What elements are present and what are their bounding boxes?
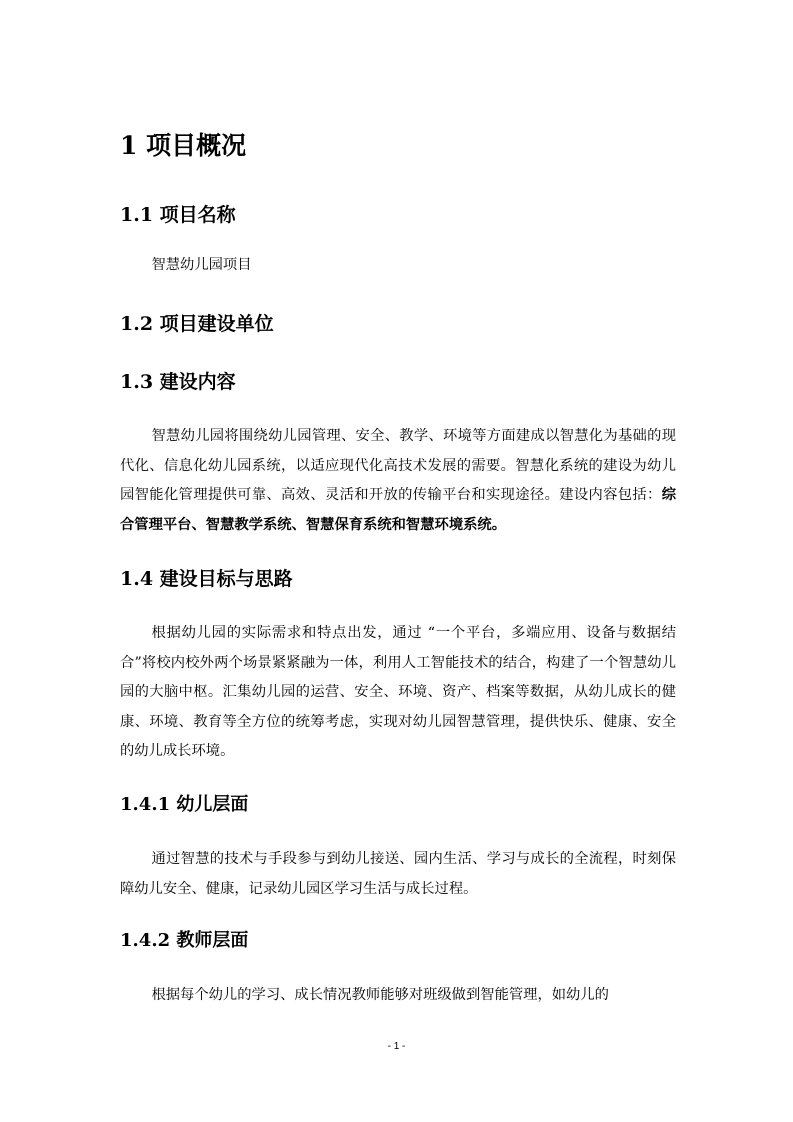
section-body-1-1: 智慧幼儿园项目 (151, 257, 252, 273)
section-heading-1-1: 1.1 项目名称 (120, 204, 236, 226)
body-text: 智慧幼儿园将围绕幼儿园管理、安全、教学、环境等方面建成以智慧化为基础的现代化、信息化幼儿园系统，以适应现代化高技术发展的需要。智慧化系统的建设为幼儿园智能化管理提供可靠、高效、灵活和开放的传输平台和实现途径。建设内容包括： (120, 428, 676, 503)
section-body-1-3 (120, 422, 676, 540)
body-text-bold: 综合管理平台、智慧教学系统、智慧保育系统和智慧环境系统。 (120, 487, 676, 533)
page-number: - 1 - (387, 1041, 406, 1052)
subsection-body-1-4-2: 根据每个幼儿的学习、成长情况教师能够对班级做到智能管理，如幼儿的 (151, 987, 609, 1003)
section-heading-1-2: 1.2 项目建设单位 (120, 313, 274, 335)
section-heading-1-3: 1.3 建设内容 (120, 371, 236, 393)
subsection-heading-1-4-2: 1.4.2 教师层面 (120, 930, 249, 951)
subsection-body-1-4-1: 通过智慧的技术与手段参与到幼儿接送、园内生活、学习与成长的全流程，时刻保障幼儿安全、健康，记录幼儿园区学习生活与成长过程。 (120, 851, 676, 897)
subsection-heading-1-4-1: 1.4.1 幼儿层面 (120, 794, 249, 815)
section-heading-1-4: 1.4 建设目标与思路 (120, 568, 293, 590)
chapter-heading: 1 项目概况 (120, 131, 247, 160)
section-body-1-4: 根据幼儿园的实际需求和特点出发，通过 “一个平台，多端应用、设备与数据结合”将校内校外两个场景紧紧融为一体，利用人工智能技术的结合，构建了一个智慧幼儿园的大脑中枢。汇集幼儿园的运营、安全、环境、资产、档案等数据，从幼儿成长的健康、环境、教育等全方位的统筹考虑，实现对幼儿园智慧管理，提供快乐、健康、安全的幼儿成长环境。 (120, 625, 676, 759)
